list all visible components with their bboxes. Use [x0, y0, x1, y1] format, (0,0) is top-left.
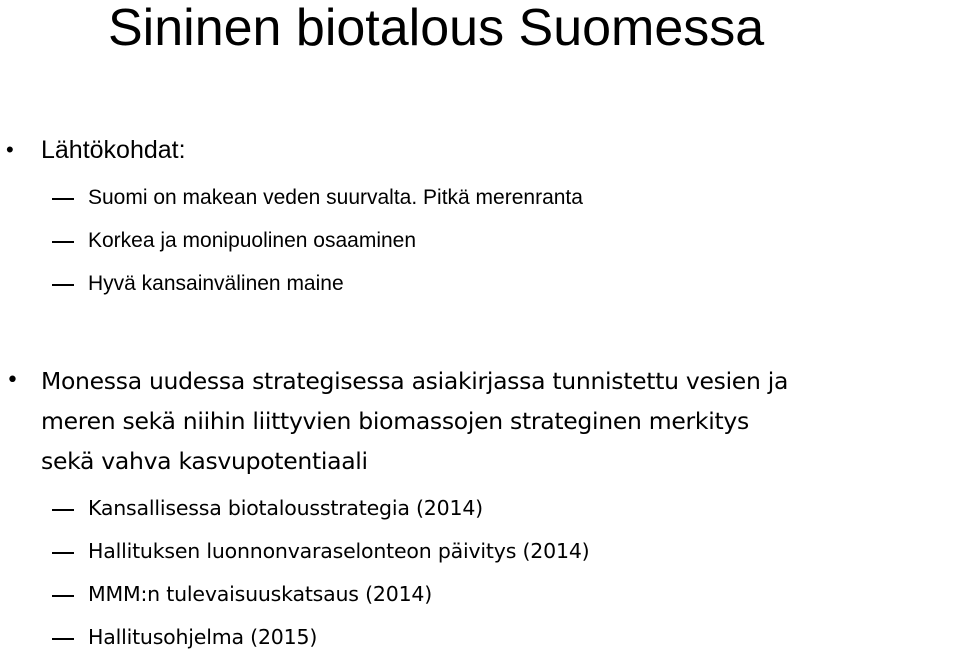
dash-icon	[52, 509, 74, 511]
sub-item-text: Hallituksen luonnonvaraselonteon päivitys (2014)	[88, 539, 590, 563]
bullet-item	[0, 132, 583, 168]
sub-item-text: Korkea ja monipuolinen osaaminen	[88, 229, 417, 252]
sub-item	[0, 262, 583, 305]
sub-list	[0, 487, 960, 659]
bullet-text-line: sekä vahva kasvupotentiaali	[41, 447, 368, 475]
bullet-section-starting-points	[0, 132, 583, 305]
bullet-icon: •	[6, 137, 14, 162]
bullet-text-line: meren sekä niihin liittyvien biomassojen strateginen merkitys	[41, 407, 749, 435]
sub-item-text: MMM:n tulevaisuuskatsaus (2014)	[88, 582, 433, 606]
dash-icon	[52, 241, 74, 243]
dash-icon	[52, 198, 74, 200]
dash-icon	[52, 284, 74, 286]
dash-icon	[52, 552, 74, 554]
bullet-section-strategies	[0, 361, 960, 659]
sub-item	[0, 530, 960, 573]
sub-item-text: Suomi on makean veden suurvalta. Pitkä merenranta	[88, 186, 583, 209]
sub-item	[0, 176, 583, 219]
sub-item	[0, 573, 960, 616]
dash-icon	[52, 595, 74, 597]
bullet-text-line: Monessa uudessa strategisessa asiakirjassa tunnistettu vesien ja	[41, 367, 789, 395]
dash-icon	[52, 638, 74, 640]
bullet-text	[41, 361, 960, 481]
sub-item	[0, 219, 583, 262]
sub-item-text: Kansallisessa biotalousstrategia (2014)	[88, 496, 483, 520]
bullet-icon: •	[6, 368, 19, 393]
bullet-text: Lähtökohdat:	[41, 136, 186, 164]
slide-title: Sininen biotalous Suomessa	[108, 0, 765, 57]
sub-list	[0, 176, 583, 305]
sub-item	[0, 487, 960, 530]
sub-item-text: Hyvä kansainvälinen maine	[88, 272, 344, 295]
sub-item-text: Hallitusohjelma (2015)	[88, 625, 318, 649]
bullet-item	[0, 361, 960, 481]
